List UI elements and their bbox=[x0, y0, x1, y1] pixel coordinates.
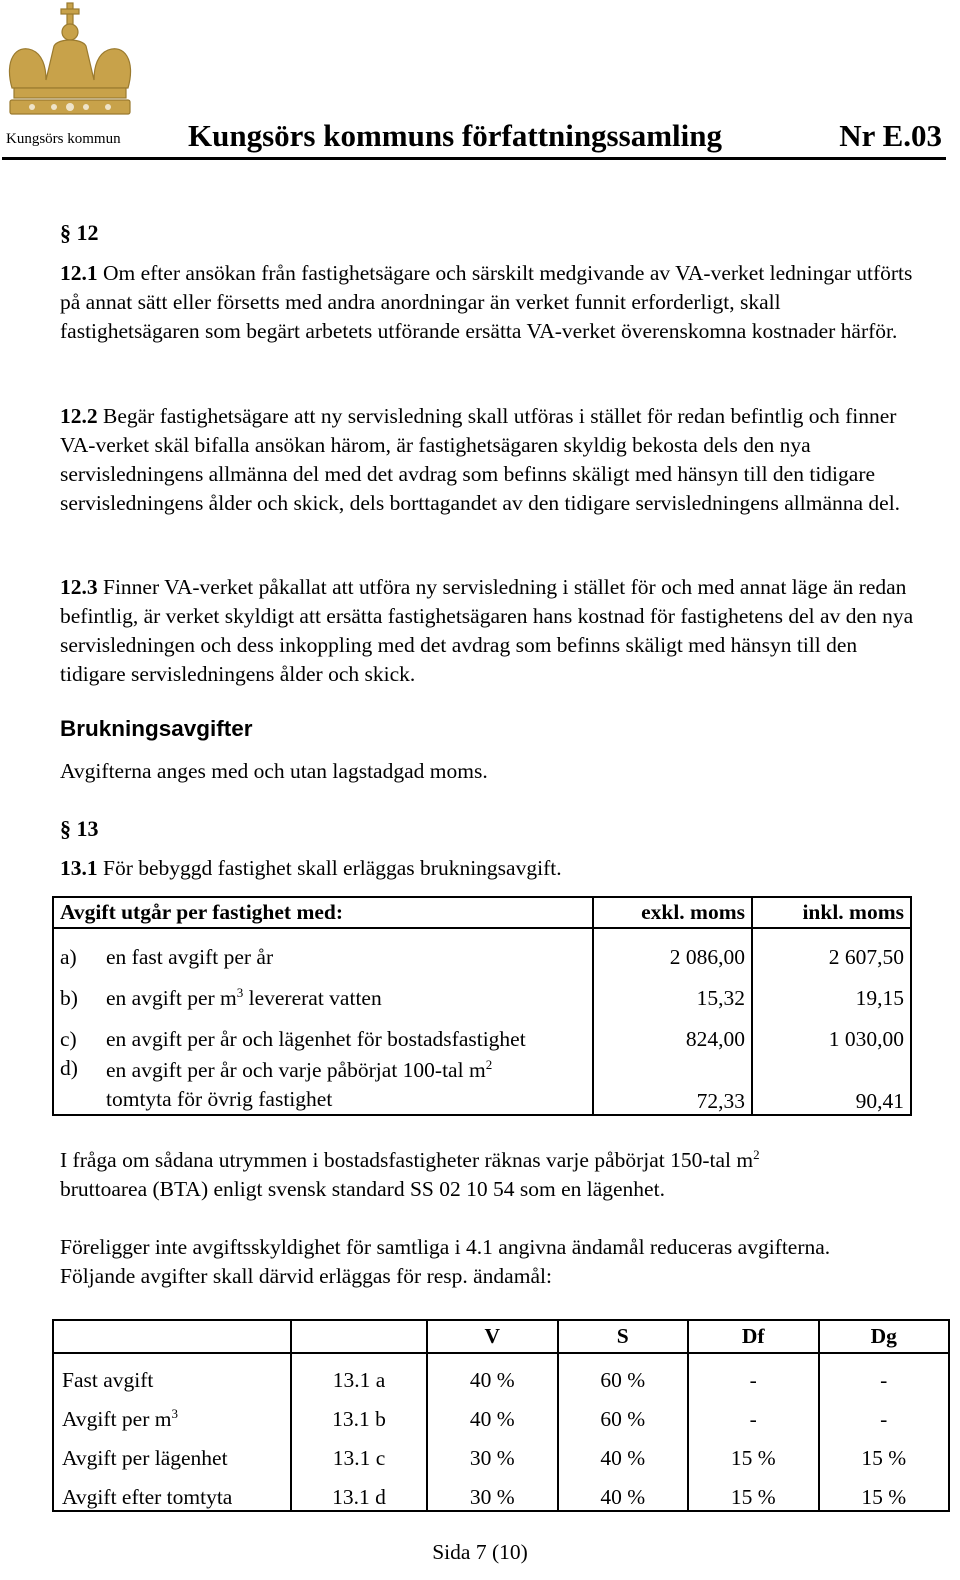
paragraph-number: 12.3 bbox=[60, 575, 98, 599]
share-v: 30 % bbox=[427, 1471, 558, 1511]
note-reduced-fees: Föreligger inte avgiftsskyldighet för samtliga i 4.1 angivna ändamål reduceras avgifterna. Följande avgifter skall därvid erläggas för resp. ändamål: bbox=[60, 1235, 831, 1288]
share-dg: 15 % bbox=[819, 1471, 950, 1511]
document-title: Kungsörs kommuns författningssamling bbox=[188, 118, 722, 153]
paragraph-12-3 bbox=[60, 573, 920, 689]
share-df: - bbox=[688, 1353, 819, 1393]
header-s: S bbox=[558, 1320, 689, 1353]
superscript: 2 bbox=[485, 1056, 493, 1072]
note-apartment-area bbox=[60, 1146, 920, 1204]
row-text: en avgift per år och lägenhet för bostadsfastighet bbox=[100, 1011, 593, 1052]
value-incl: 2 607,50 bbox=[752, 928, 911, 970]
value-incl: 1 030,00 bbox=[752, 1011, 911, 1052]
page-number: Sida 7 (10) bbox=[432, 1540, 528, 1564]
share-df: 15 % bbox=[688, 1432, 819, 1471]
document-number: Nr E.03 bbox=[839, 118, 942, 153]
header-empty bbox=[291, 1320, 427, 1353]
col-incl-moms: inkl. moms bbox=[752, 897, 911, 928]
fee-distribution-table bbox=[52, 1319, 950, 1512]
share-table-header bbox=[53, 1320, 949, 1353]
brukningsavgifter-heading: Brukningsavgifter bbox=[60, 716, 253, 741]
header-v: V bbox=[427, 1320, 558, 1353]
paragraph-13-1 bbox=[60, 854, 920, 883]
superscript: 2 bbox=[753, 1146, 760, 1162]
logo-text: Kungsörs kommun bbox=[6, 131, 121, 147]
brukningsavgifter-intro: Avgifterna anges med och utan lagstadgad moms. bbox=[60, 759, 488, 783]
note-text: bruttoarea (BTA) enligt svensk standard SS 02 10 54 som en lägenhet. bbox=[60, 1177, 665, 1201]
paragraph-number: 13.1 bbox=[60, 856, 98, 880]
note-text: I fråga om sådana utrymmen i bostadsfastigheter räknas varje påbörjat 150-tal m bbox=[60, 1148, 754, 1172]
col-description: Avgift utgår per fastighet med: bbox=[53, 897, 593, 928]
value-excl: 15,32 bbox=[593, 970, 752, 1011]
row-label: d) bbox=[53, 1052, 100, 1115]
row-text-part: levererat vatten bbox=[243, 986, 382, 1010]
fee-ref: 13.1 b bbox=[291, 1393, 427, 1432]
fee-name bbox=[53, 1393, 291, 1432]
fee-ref: 13.1 a bbox=[291, 1353, 427, 1393]
header-df: Df bbox=[688, 1320, 819, 1353]
fee-name: Fast avgift bbox=[53, 1353, 291, 1393]
table-row bbox=[53, 970, 911, 1011]
row-text bbox=[100, 1052, 593, 1115]
value-excl: 2 086,00 bbox=[593, 928, 752, 970]
row-text-part: tomtyta för övrig fastighet bbox=[106, 1087, 333, 1111]
share-df: - bbox=[688, 1393, 819, 1432]
value-incl: 19,15 bbox=[752, 970, 911, 1011]
paragraph-number: 12.1 bbox=[60, 261, 98, 285]
row-text: en fast avgift per år bbox=[100, 928, 593, 970]
paragraph-text: Om efter ansökan från fastighetsägare och särskilt medgivande av VA-verket ledningar utförts på annat sätt eller försetts med andra anordningar än verket funnit erforderligt, skall fastighetsägaren som begärt arbetets utförande ersätta VA-verket överenskomna kostnader härför. bbox=[60, 261, 913, 343]
table-row bbox=[53, 1432, 949, 1471]
header-divider bbox=[2, 157, 946, 160]
share-v: 40 % bbox=[427, 1393, 558, 1432]
fee-ref: 13.1 c bbox=[291, 1432, 427, 1471]
row-label: a) bbox=[53, 928, 100, 970]
superscript: 3 bbox=[236, 984, 244, 1000]
fee-name: Avgift per lägenhet bbox=[53, 1432, 291, 1471]
share-dg: - bbox=[819, 1393, 950, 1432]
share-s: 40 % bbox=[558, 1471, 689, 1511]
share-s: 40 % bbox=[558, 1432, 689, 1471]
value-excl: 72,33 bbox=[593, 1052, 752, 1115]
row-label: c) bbox=[53, 1011, 100, 1052]
row-text-part: en avgift per år och varje påbörjat 100-tal m bbox=[106, 1058, 486, 1082]
table-row bbox=[53, 1471, 949, 1511]
header-dg: Dg bbox=[819, 1320, 950, 1353]
table-row bbox=[53, 1393, 949, 1432]
fee-table-header bbox=[53, 897, 911, 928]
table-row bbox=[53, 1353, 949, 1393]
table-row bbox=[53, 928, 911, 970]
paragraph-text: Begär fastighetsägare att ny servisledning skall utföras i stället för redan befintlig och finner VA-verket skäl bifalla ansökan härom, är fastighetsägaren skyldig bekosta dels den nya servisledningens allmänna del med det avdrag som befinns skäligt med hänsyn till den tidigare servisledningens ålder och skick, dels borttagandet av den tidigare servisledningens allmänna del. bbox=[60, 404, 901, 515]
superscript: 3 bbox=[171, 1405, 178, 1421]
paragraph-12-2 bbox=[60, 402, 920, 518]
paragraph-number: 12.2 bbox=[60, 404, 98, 428]
share-df: 15 % bbox=[688, 1471, 819, 1511]
share-dg: - bbox=[819, 1353, 950, 1393]
fee-name: Avgift efter tomtyta bbox=[53, 1471, 291, 1511]
fee-ref: 13.1 d bbox=[291, 1471, 427, 1511]
value-incl: 90,41 bbox=[752, 1052, 911, 1115]
section-13-heading: § 13 bbox=[60, 816, 99, 841]
share-v: 40 % bbox=[427, 1353, 558, 1393]
share-dg: 15 % bbox=[819, 1432, 950, 1471]
paragraph-12-1 bbox=[60, 259, 920, 346]
fee-table bbox=[52, 896, 912, 1116]
row-text-part: en avgift per m bbox=[106, 986, 237, 1010]
paragraph-text: Finner VA-verket påkallat att utföra ny servisledning i stället för och med annat läge än redan befintlig, är verket skyldigt att ersätta fastighetsägaren hans kostnad för fastighetens del av den nya servisledningen och dess inkoppling med det avdrag som befinns skäligt med hänsyn till den tidigare servisledningens ålder och skick. bbox=[60, 575, 914, 686]
crown-logo-icon bbox=[2, 0, 138, 128]
paragraph-text: För bebyggd fastighet skall erläggas brukningsavgift. bbox=[97, 856, 562, 880]
row-label: b) bbox=[53, 970, 100, 1011]
share-v: 30 % bbox=[427, 1432, 558, 1471]
share-s: 60 % bbox=[558, 1393, 689, 1432]
value-excl: 824,00 bbox=[593, 1011, 752, 1052]
col-excl-moms: exkl. moms bbox=[593, 897, 752, 928]
row-text bbox=[100, 970, 593, 1011]
table-row bbox=[53, 1052, 911, 1115]
header-empty bbox=[53, 1320, 291, 1353]
fee-name-text: Avgift per m bbox=[62, 1407, 172, 1431]
table-row bbox=[53, 1011, 911, 1052]
page-header bbox=[0, 0, 960, 165]
section-12-heading: § 12 bbox=[60, 220, 99, 245]
share-s: 60 % bbox=[558, 1353, 689, 1393]
